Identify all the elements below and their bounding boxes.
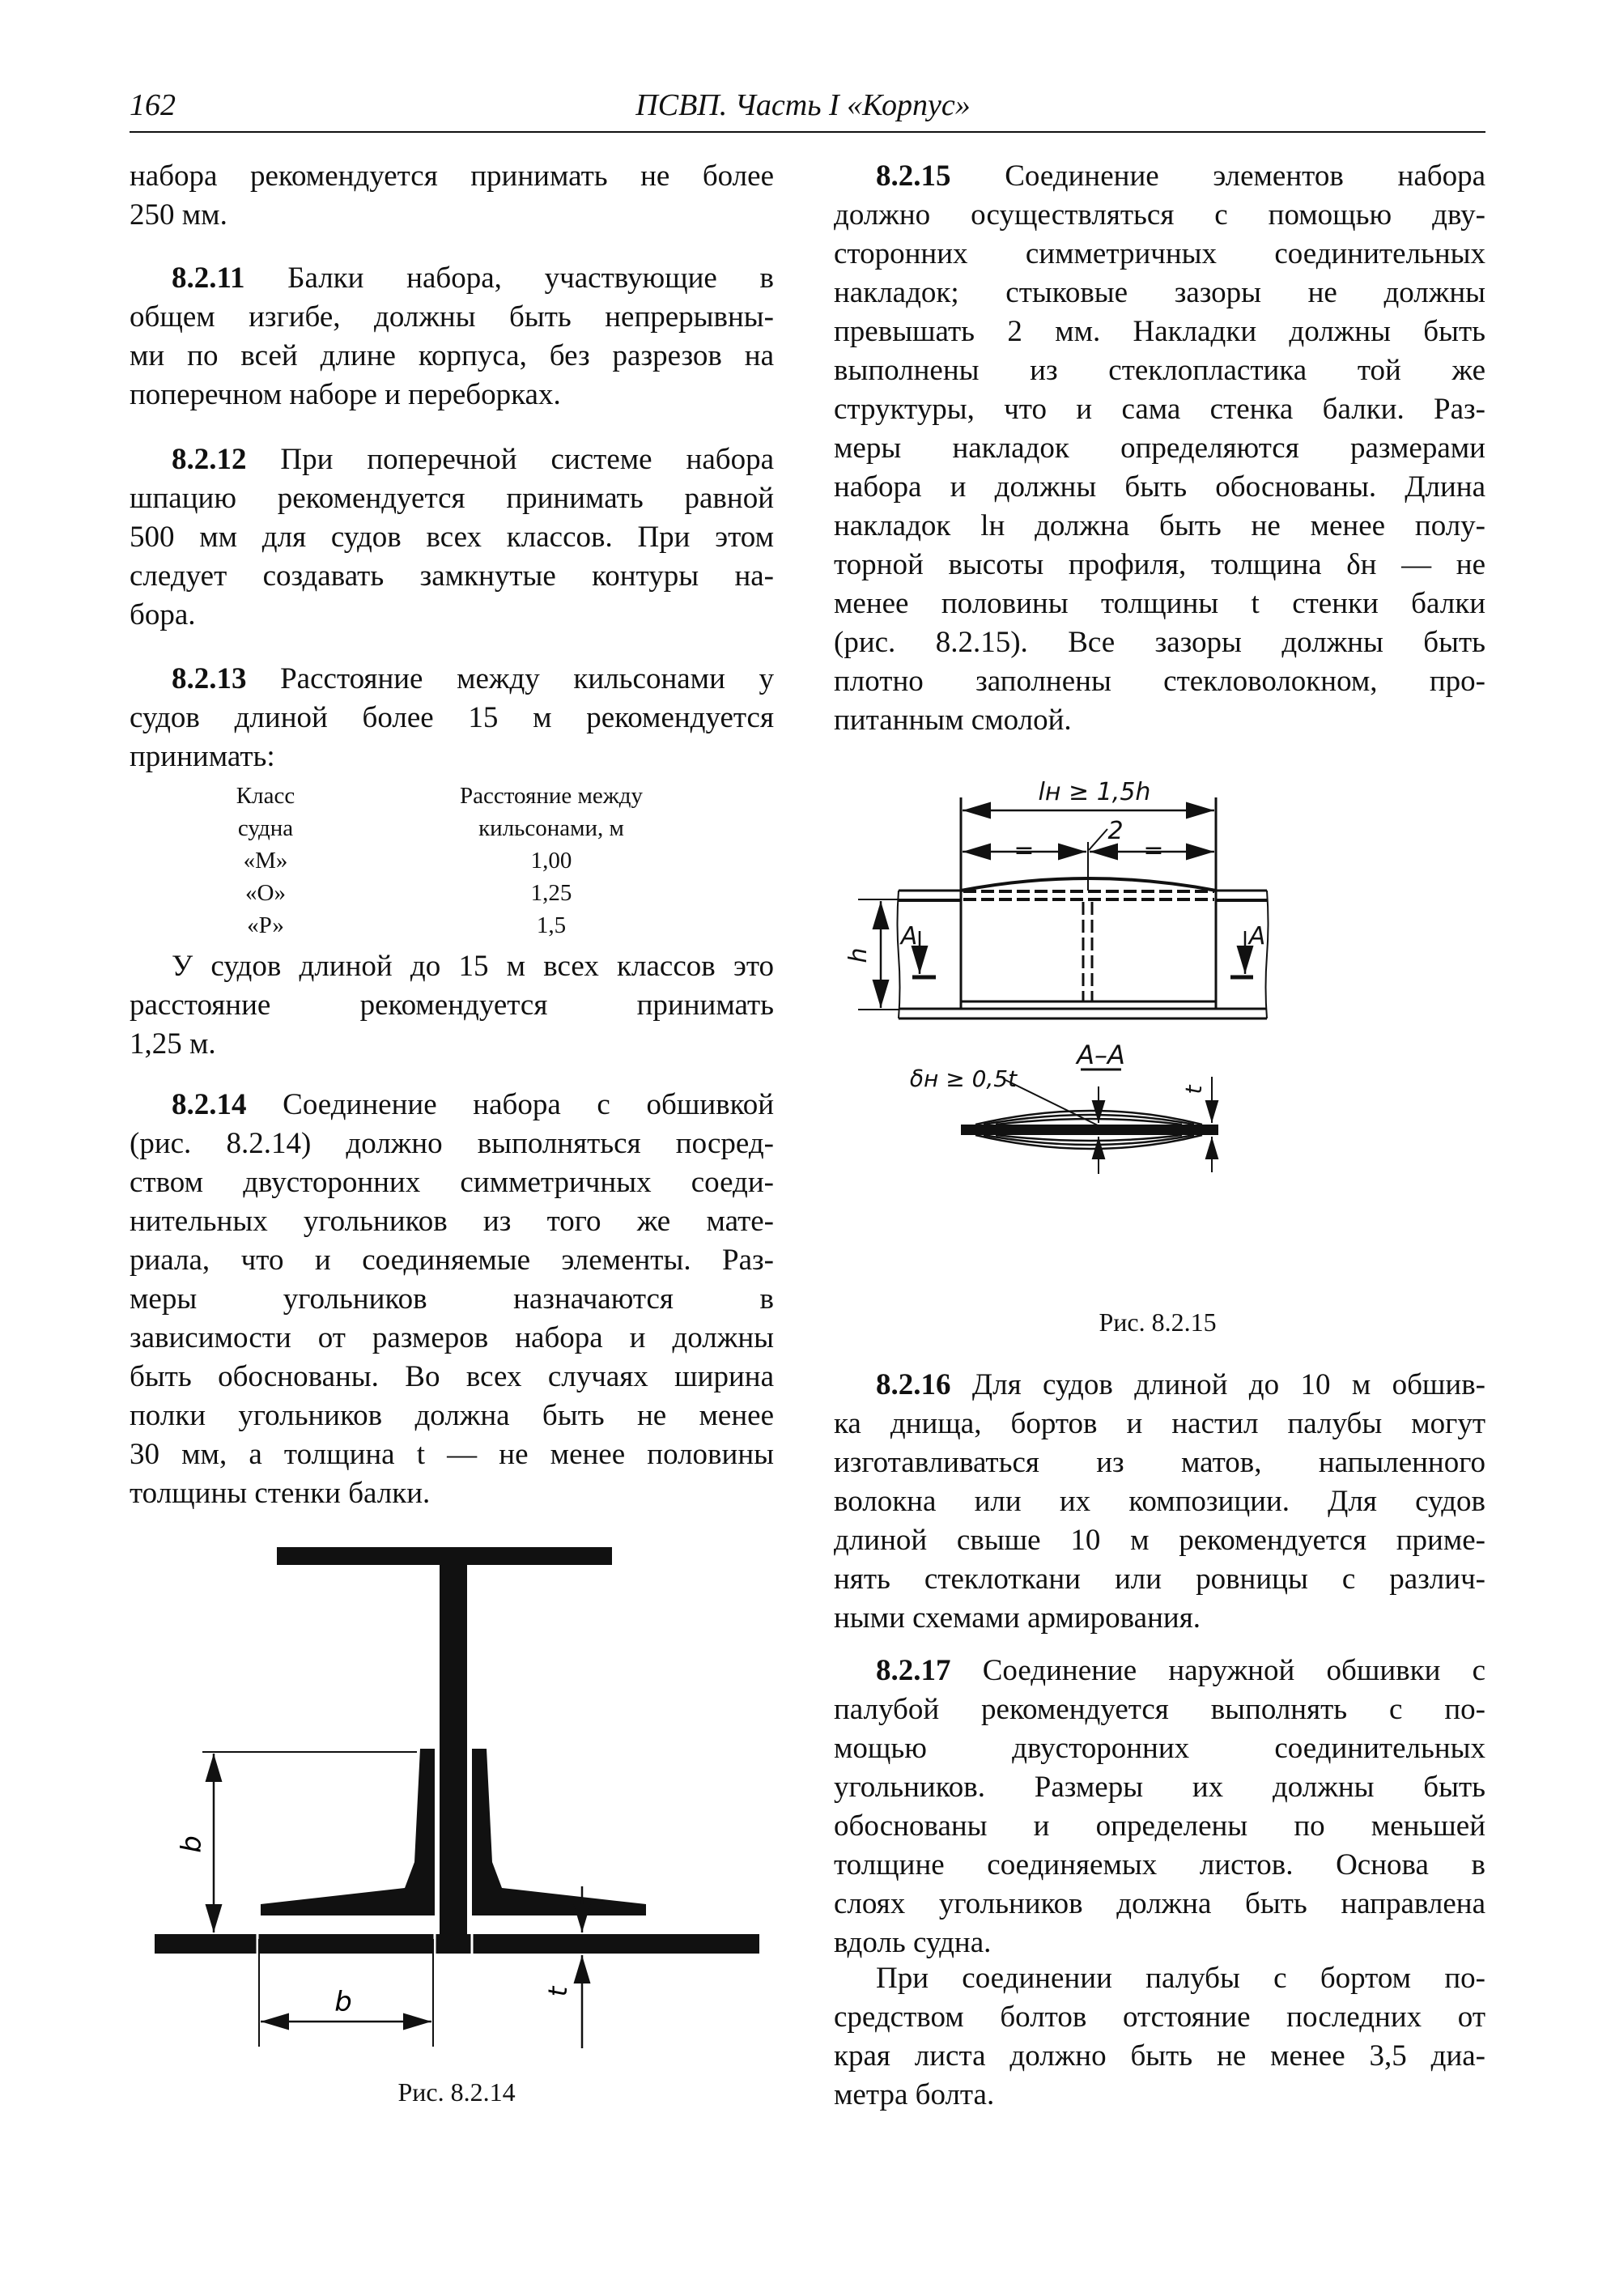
section-number: 8.2.11	[172, 261, 245, 295]
table-cell: «О»	[245, 880, 286, 906]
line-text: слоях угольников должна быть направлена	[834, 1887, 1485, 1920]
figure-caption: Рис. 8.2.15	[1099, 1307, 1217, 1337]
line-text: У судов длиной до 15 м всех классов это	[172, 950, 774, 983]
right-bracket	[472, 1749, 646, 1915]
line-text: судов длиной более 15 м рекомендуется	[130, 701, 774, 734]
text-line	[130, 557, 774, 596]
line-text: набора рекомендуется принимать не более	[130, 159, 774, 193]
text-line	[130, 196, 774, 235]
line-text: структуры, что и сама стенка балки. Раз-	[834, 393, 1485, 426]
line-text: полки угольников должна быть не менее	[130, 1399, 774, 1432]
section-8-2-13	[130, 660, 774, 776]
table-cell: 1,25	[530, 880, 572, 906]
table-row	[130, 844, 774, 877]
text-line	[834, 662, 1485, 701]
page-number: 162	[130, 88, 176, 122]
text-line	[130, 1125, 774, 1163]
label-section-right: A	[1248, 922, 1266, 950]
paragraph	[834, 1959, 1485, 2115]
line-text: шпацию рекомендуется принимать равной	[130, 482, 774, 515]
shell-plate	[155, 1934, 759, 1954]
text-line	[130, 1163, 774, 1202]
line-text: палубой рекомендуется выполнять с по-	[834, 1693, 1485, 1726]
line-text: зависимости от размеров набора и должны	[130, 1321, 774, 1354]
web	[440, 1565, 467, 1954]
text-line	[130, 259, 774, 298]
table-header-cell: Расстояние между	[460, 783, 643, 809]
text-line	[834, 429, 1485, 468]
text-line	[834, 1846, 1485, 1885]
label-overlap-length: lн ≥ 1,5h	[1038, 778, 1151, 806]
line-text: нять стеклоткани или ровницы с различ-	[834, 1563, 1485, 1596]
table-row	[130, 877, 774, 909]
top-flange	[277, 1547, 612, 1565]
line-text: превышать 2 мм. Накладки должны быть	[834, 315, 1485, 348]
text-line	[130, 1086, 774, 1125]
text-line	[834, 1807, 1485, 1846]
line-text: торной высоты профиля, толщина δн — не	[834, 548, 1485, 581]
line-text: принимать:	[130, 740, 275, 773]
text-line	[834, 274, 1485, 313]
text-line	[834, 235, 1485, 274]
text-line	[834, 546, 1485, 585]
line-text: питанным смолой.	[834, 704, 1072, 737]
text-line	[834, 1690, 1485, 1729]
text-line	[834, 390, 1485, 429]
table-cell: 1,00	[530, 848, 572, 874]
line-text: менее половины толщины t стенки балки	[834, 587, 1485, 620]
line-text: толщины стенки балки.	[130, 1477, 431, 1510]
text-line	[834, 1366, 1485, 1405]
line-text: 250 мм.	[130, 198, 227, 232]
label-h: h	[844, 947, 873, 963]
line-text: общем изгибе, должны быть непрерывны-	[130, 300, 774, 334]
text-line	[834, 468, 1485, 507]
section-8-2-15	[834, 157, 1485, 740]
label-equal-right: =	[1143, 836, 1164, 865]
line-text: выполнены из стеклопластика той же	[834, 354, 1485, 387]
line-text: меры угольников назначаются в	[130, 1282, 774, 1316]
text-line	[130, 1358, 774, 1397]
text-line	[130, 440, 774, 479]
text-line	[834, 1521, 1485, 1560]
text-line	[130, 947, 774, 986]
table-cell: 1,5	[536, 912, 567, 938]
section-8-2-17	[834, 1652, 1485, 1962]
text-line	[130, 596, 774, 635]
line-text: средством болтов отстояние последних от	[834, 2000, 1485, 2034]
line-text: Балки набора, участвующие в	[287, 261, 775, 295]
text-line	[130, 1474, 774, 1513]
line-text: 1,25 м.	[130, 1027, 216, 1061]
text-line	[834, 507, 1485, 546]
text-line	[130, 479, 774, 518]
label-section-view: A–A	[1077, 1040, 1125, 1070]
text-line	[130, 376, 774, 415]
line-text: угольников. Размеры их должны быть	[834, 1771, 1485, 1804]
line-text: накладок; стыковые зазоры не должны	[834, 276, 1485, 309]
line-text: обоснованы и определены по меньшей	[834, 1809, 1485, 1843]
text-line	[834, 623, 1485, 662]
line-text: мощью двусторонних соединительных	[834, 1732, 1485, 1765]
line-text: Соединение набора с обшивкой	[283, 1088, 774, 1121]
line-text: длиной свыше 10 м рекомендуется приме-	[834, 1524, 1485, 1557]
text-line	[834, 157, 1485, 196]
line-text: ством двусторонних симметричных соеди-	[130, 1166, 774, 1199]
line-text: ными схемами армирования.	[834, 1601, 1201, 1635]
line-text: При соединении палубы с бортом по-	[876, 1962, 1485, 1995]
section-number: 8.2.13	[172, 662, 247, 695]
text-line	[834, 1959, 1485, 1998]
section-number: 8.2.14	[172, 1088, 247, 1121]
text-line	[834, 313, 1485, 351]
text-line	[834, 1885, 1485, 1924]
text-line	[834, 1482, 1485, 1521]
table-cell: «М»	[243, 848, 288, 874]
line-text: бора.	[130, 598, 196, 631]
line-text: должно осуществляться с помощью дву-	[834, 198, 1485, 232]
text-line	[130, 660, 774, 699]
text-line	[834, 1405, 1485, 1444]
section-8-2-14	[130, 1086, 774, 1513]
line-text: ка днища, бортов и настил палубы могут	[834, 1407, 1485, 1440]
line-text: быть обоснованы. Во всех случаях ширина	[130, 1360, 774, 1393]
text-line	[130, 699, 774, 738]
line-text: расстояние рекомендуется принимать	[130, 989, 774, 1022]
header-rule	[130, 131, 1485, 133]
line-text: При поперечной системе набора	[280, 443, 774, 476]
line-text: ми по всей длине корпуса, без разрезов на	[130, 339, 774, 372]
line-text: метра болта.	[834, 2078, 995, 2111]
text-line	[834, 585, 1485, 623]
label-b-horizontal: b	[334, 1986, 352, 2018]
text-line	[130, 986, 774, 1025]
line-text: Расстояние между кильсонами у	[280, 662, 774, 695]
table-header-row	[130, 780, 774, 812]
paragraph	[130, 947, 774, 1064]
text-line	[130, 157, 774, 196]
section-number: 8.2.15	[876, 159, 951, 193]
line-text: набора и должны быть обоснованы. Длина	[834, 470, 1485, 504]
line-text: вдоль судна.	[834, 1926, 992, 1959]
text-line	[834, 701, 1485, 740]
text-line	[834, 1998, 1485, 2037]
line-text: (рис. 8.2.14) должно выполняться посред-	[130, 1127, 774, 1160]
text-line	[834, 351, 1485, 390]
text-line	[130, 1241, 774, 1280]
text-line	[834, 1444, 1485, 1482]
table-header-row	[130, 812, 774, 844]
text-line	[834, 1652, 1485, 1690]
line-text: накладок lн должна быть не менее полу-	[834, 509, 1485, 542]
line-text: нительных угольников из того же мате-	[130, 1205, 774, 1238]
text-line	[834, 196, 1485, 235]
text-line	[130, 1280, 774, 1319]
text-line	[834, 2037, 1485, 2076]
keelson-spacing-table	[130, 780, 774, 942]
line-text: волокна или их композиции. Для судов	[834, 1485, 1485, 1518]
line-text: сторонних симметричных соединительных	[834, 237, 1485, 270]
line-text: Соединение элементов набора	[1005, 159, 1485, 193]
line-text: 30 мм, а толщина t — не менее половины	[130, 1438, 774, 1471]
section-8-2-12	[130, 440, 774, 635]
text-line	[130, 1319, 774, 1358]
section-number: 8.2.17	[876, 1654, 951, 1687]
text-line	[834, 1729, 1485, 1768]
text-line	[834, 1924, 1485, 1962]
figure-caption: Рис. 8.2.14	[397, 2077, 516, 2107]
text-line	[834, 2076, 1485, 2115]
table-cell: «Р»	[247, 912, 284, 938]
table-header-cell: кильсонами, м	[478, 815, 624, 841]
table-header-cell: Класс	[236, 783, 295, 809]
text-line	[130, 1397, 774, 1435]
label-t: t	[542, 1986, 573, 1997]
line-text: изготавливаться из матов, напыленного	[834, 1446, 1485, 1479]
text-line	[130, 1435, 774, 1474]
paragraph	[130, 157, 774, 235]
line-text: Соединение наружной обшивки с	[982, 1654, 1486, 1687]
label-b-vertical: b	[176, 1835, 208, 1853]
line-text: (рис. 8.2.15). Все зазоры должны быть	[834, 626, 1485, 659]
text-line	[130, 1025, 774, 1064]
text-line	[130, 518, 774, 557]
text-line	[130, 738, 774, 776]
section-8-2-16	[834, 1366, 1485, 1638]
line-text: поперечном наборе и переборках.	[130, 378, 561, 411]
label-delta: δн ≥ 0,5t	[909, 1065, 1018, 1092]
text-line	[834, 1560, 1485, 1599]
line-text: риала, что и соединяемые элементы. Раз-	[130, 1244, 774, 1277]
line-text: Для судов длиной до 10 м обшив-	[971, 1368, 1486, 1401]
line-text: плотно заполнены стекловолокном, про-	[834, 665, 1485, 698]
section-8-2-11	[130, 259, 774, 415]
table-header-cell: судна	[237, 815, 294, 841]
text-line	[834, 1599, 1485, 1638]
text-line	[130, 337, 774, 376]
line-text: меры накладок определяются размерами	[834, 432, 1485, 465]
text-line	[130, 298, 774, 337]
table-row	[130, 909, 774, 942]
left-bracket	[261, 1749, 435, 1915]
line-text: толщине соединяемых листов. Основа в	[834, 1848, 1485, 1881]
label-callout-2: 2	[1107, 817, 1124, 845]
text-line	[130, 1202, 774, 1241]
running-title: ПСВП. Часть I «Корпус»	[635, 88, 971, 122]
line-text: 500 мм для судов всех классов. При этом	[130, 521, 774, 554]
label-t: t	[1180, 1085, 1207, 1095]
label-section-left: A	[900, 922, 918, 950]
line-text: следует создавать замкнутые контуры на-	[130, 559, 774, 593]
text-line	[834, 1768, 1485, 1807]
line-text: края листа должно быть не менее 3,5 диа-	[834, 2039, 1485, 2073]
section-number: 8.2.12	[172, 443, 247, 476]
section-number: 8.2.16	[876, 1368, 951, 1401]
label-equal-left: =	[1014, 836, 1035, 865]
